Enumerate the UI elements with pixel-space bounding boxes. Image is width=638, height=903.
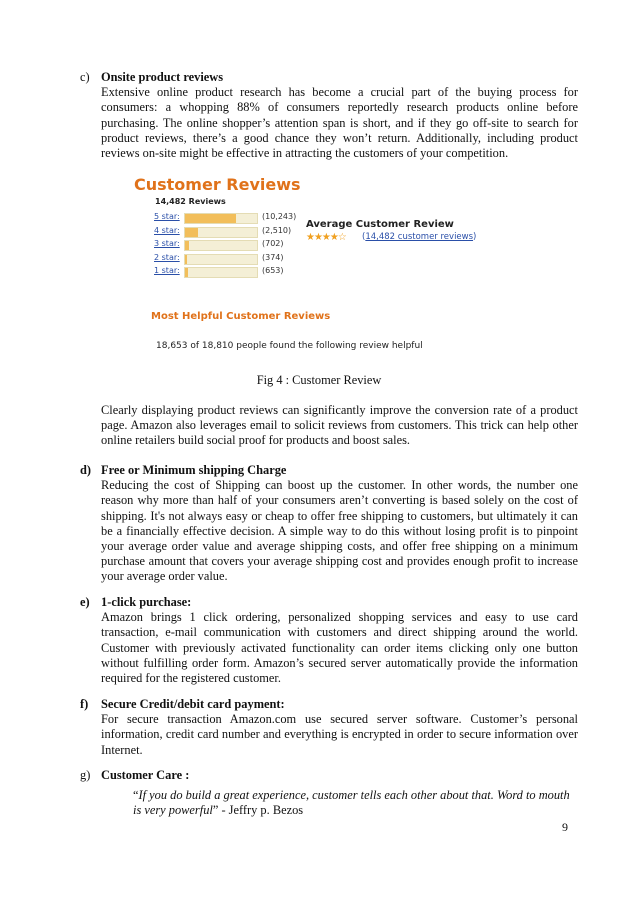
section-marker: f): [80, 697, 89, 711]
rating-bar-fill: [185, 214, 236, 223]
rating-bar-fill: [185, 228, 198, 237]
section-paragraph: For secure transaction Amazon.com use secured server software. Customer’s personal information, credit card number and everything is encrypted in order to secure information over Internet.: [101, 712, 578, 757]
rating-bar-track: [184, 240, 258, 251]
section-heading: Onsite product reviews: [101, 70, 224, 84]
section-marker: c): [80, 70, 90, 84]
rating-row-count: (702): [262, 239, 284, 248]
rating-row: [154, 238, 314, 252]
rating-bar-fill: [185, 255, 187, 264]
rating-bar-track: [184, 254, 258, 265]
after-figure-paragraph: Clearly displaying product reviews can significantly improve the conversion rate of a product page. Amazon also leverages email to solicit reviews from customers. This trick can help other online retailers build social proof for products and boost sales.: [101, 403, 578, 448]
review-link-text[interactable]: 14,482 customer reviews: [365, 232, 474, 242]
helpful-count-text: 18,653 of 18,810 people found the following review helpful: [156, 341, 423, 351]
rating-row-label[interactable]: 1 star:: [154, 266, 180, 275]
rating-row: [154, 225, 314, 239]
rating-row-count: (374): [262, 252, 284, 262]
rating-row: [154, 252, 314, 266]
section-marker: e): [80, 595, 90, 609]
rating-bar-fill: [185, 268, 188, 277]
figure-title: Customer Reviews: [134, 175, 301, 194]
rating-row-count: (653): [262, 266, 284, 275]
rating-bar-fill: [185, 241, 189, 250]
rating-row-label[interactable]: 2 star:: [154, 252, 180, 262]
rating-bar-track: [184, 227, 258, 238]
figure-caption: Fig 4 : Customer Review: [256, 373, 382, 387]
rating-row-label[interactable]: 5 star:: [154, 212, 180, 221]
rating-bar-track: [184, 213, 258, 224]
section-marker: g): [80, 768, 91, 782]
rating-row-count: (10,243): [262, 212, 297, 221]
link-close-paren: ): [473, 232, 477, 242]
rating-row-count: (2,510): [262, 225, 292, 235]
quote-text: If you do build a great experience, customer tells each other about that. Word to mouth is very powerful: [133, 788, 570, 818]
section-heading: Secure Credit/debit card payment:: [101, 697, 285, 711]
section-heading: Customer Care :: [101, 768, 190, 782]
rating-bar-track: [184, 267, 258, 278]
section-heading: 1-click purchase:: [101, 595, 192, 609]
rating-row-label[interactable]: 4 star:: [154, 225, 180, 235]
most-helpful-heading: Most Helpful Customer Reviews: [151, 311, 331, 322]
customer-review-figure: [130, 165, 510, 365]
link-open-paren: (: [362, 232, 366, 242]
quote-attribution: ” - Jeffry p. Bezos: [212, 803, 304, 818]
section-marker: d): [80, 463, 92, 477]
rating-row: [154, 211, 314, 225]
bezos-quote: [133, 788, 573, 818]
rating-histogram: [154, 211, 314, 279]
star-rating-icon: ★★★★☆: [306, 232, 346, 243]
section-paragraph: Amazon brings 1 click ordering, personalized shopping services and easy to use card transaction, e-mail communication with customers and direct shipping around the world. Customer with previously activated functionality can order items clicking only one button without fulfilling order form. Amazon’s secured server automatically provide the information required for the registered customer.: [101, 610, 578, 685]
average-review-heading: Average Customer Review: [306, 219, 454, 230]
section-paragraph: Extensive online product research has become a crucial part of the buying process for consumers: a whopping 88% of consumers reportedly research products online before purchasing. The online shopper’s attention span is short, and if they go off-site to search for product reviews, there’s a good chance they won’t return. Additionally, including product reviews on-site might be effective in attracting the customers of your competition.: [101, 85, 578, 160]
quote-open-mark: “: [133, 788, 139, 802]
section-paragraph: Reducing the cost of Shipping can boost up the customer. In other words, the number one reason why more than half of your consumers aren’t converting is based solely on the cost of shipping. It's not always easy or cheap to offer free shipping to customers, but ultimately it can be a financially effective decision. A simple way to do this without losing profit is to pinpoint your average order value and average shipping costs, and offer free shipping on a minimum purchase amount that covers your average shipping cost and provides enough profit to increase your average order value.: [101, 478, 578, 584]
page-number: 9: [562, 820, 568, 834]
section-heading: Free or Minimum shipping Charge: [101, 463, 287, 477]
review-count: 14,482 Reviews: [155, 197, 226, 206]
rating-row: [154, 265, 314, 279]
rating-row-label[interactable]: 3 star:: [154, 239, 180, 248]
average-review-link[interactable]: [362, 232, 476, 242]
